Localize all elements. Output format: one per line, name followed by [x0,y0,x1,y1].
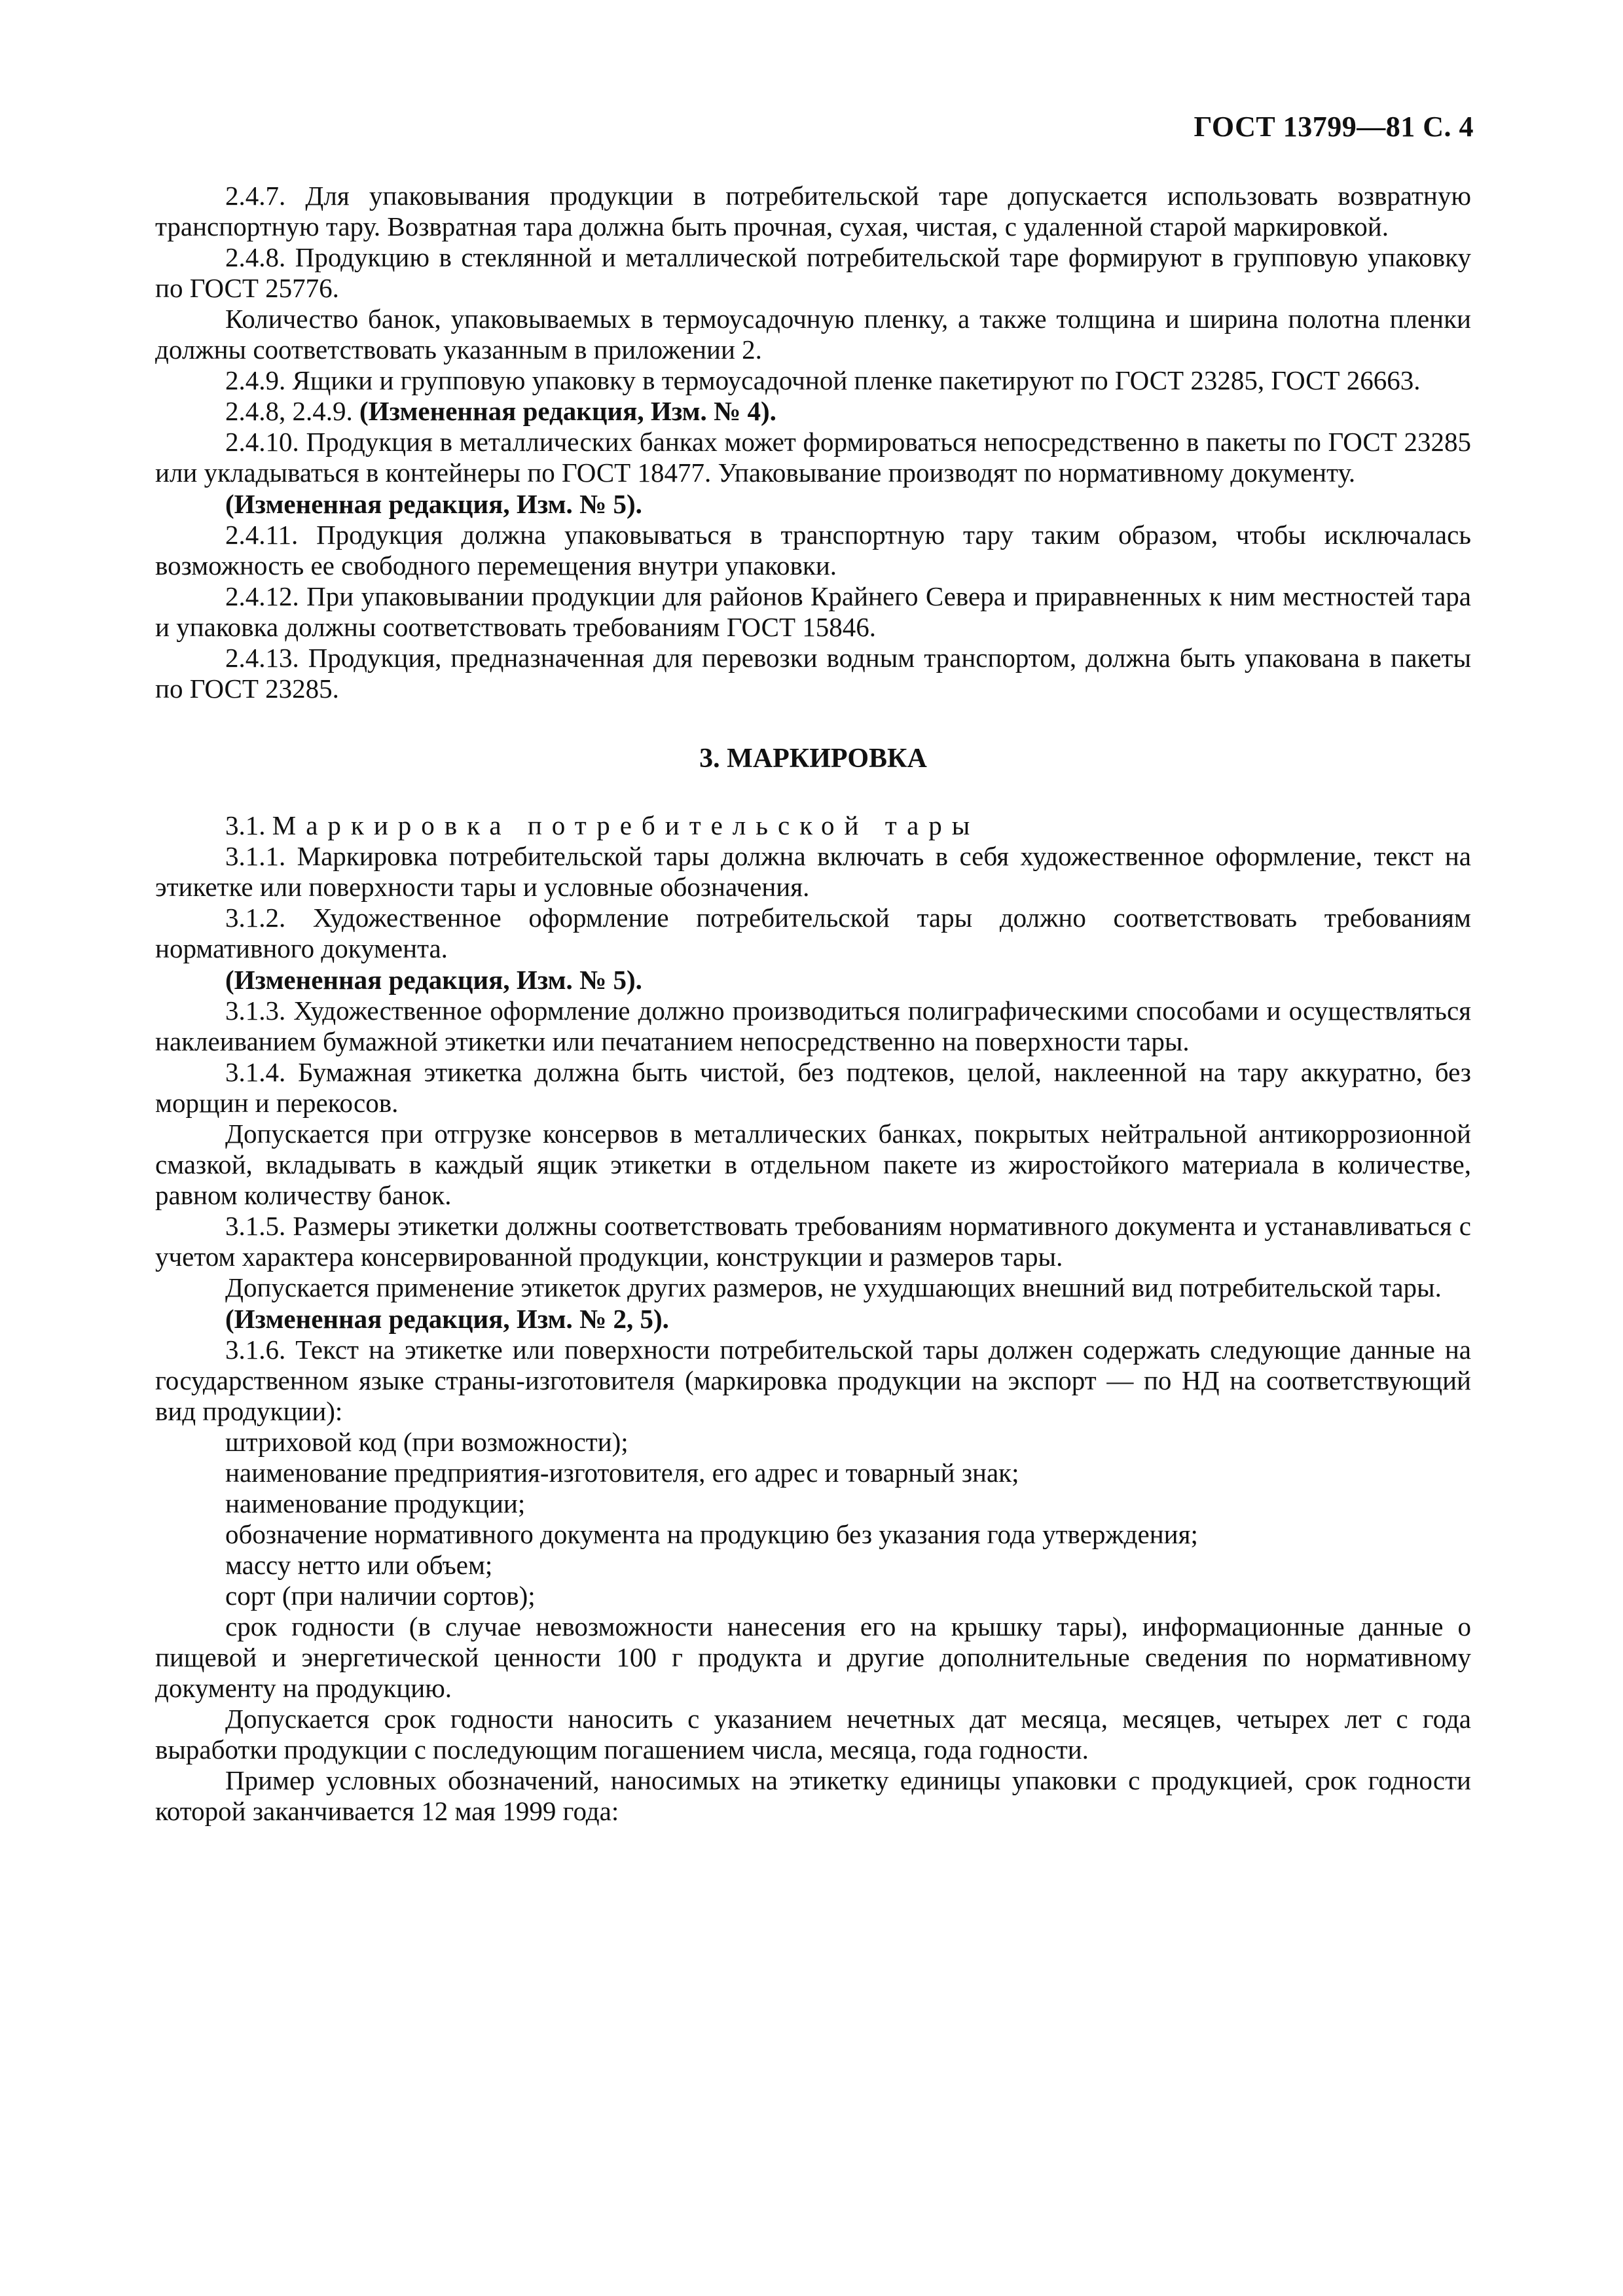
paragraph-2-4-7: 2.4.7. Для упаковывания продукции в потребительской таре допускается использовать возвратную транспортную тару. Возвратная тара должна быть прочная, сухая, чистая, с удаленной старой маркировкой. [155,181,1471,242]
paragraph-3-1-6-example: Пример условных обозначений, наносимых на этикетку единицы упаковки с продукцией, срок годности которой заканчивается 12 мая 1999 года: [155,1765,1471,1826]
edit-note-text: (Измененная редакция, Изм. № 5). [225,965,642,995]
paragraph-3-1-4: 3.1.4. Бумажная этикетка должна быть чистой, без подтеков, целой, наклеенной на тару аккуратно, без морщин и перекосов. [155,1057,1471,1118]
edit-note-3-1-5 [155,1304,1471,1335]
list-item: сорт (при наличии сортов); [225,1581,536,1611]
list-item: срок годности (в случае невозможности нанесения его на крышку тары), информационные данные о пищевой и энергетической ценности 100 г продукта и другие дополнительные сведения по нормативному документу на продукцию. [155,1611,1471,1703]
paragraph-2-4-10: 2.4.10. Продукция в металлических банках может формироваться непосредственно в пакеты по ГОСТ 23285 или укладываться в контейнеры по ГОСТ 18477. Упаковывание производят по нормативному документу. [155,427,1471,488]
list-item: обозначение нормативного документа на продукцию без указания года утверждения; [225,1519,1198,1549]
list-item: наименование предприятия-изготовителя, его адрес и товарный знак; [225,1458,1019,1488]
page-header: ГОСТ 13799—81 С. 4 [1194,111,1474,143]
list-item: штриховой код (при возможности); [225,1427,629,1457]
paragraph-2-4-13: 2.4.13. Продукция, предназначенная для перевозки водным транспортом, должна быть упакована в пакеты по ГОСТ 23285. [155,643,1471,704]
paragraph-3-1-3: 3.1.3. Художественное оформление должно производиться полиграфическими способами и осуществляться наклеиванием бумажной этикетки или печатанием непосредственно на поверхности тары. [155,996,1471,1056]
edit-note-text: (Измененная редакция, Изм. № 2, 5). [225,1304,669,1334]
paragraph-2-4-8: 2.4.8. Продукцию в стеклянной и металлической потребительской таре формируют в групповую упаковку по ГОСТ 25776. [155,242,1471,303]
paragraph-2-4-9: 2.4.9. Ящики и групповую упаковку в термоусадочной пленке пакетируют по ГОСТ 23285, ГОСТ 26663. [225,365,1421,395]
edit-note-2-4-10 [155,489,1471,520]
edit-note-2-4-9 [155,396,1471,427]
subsection-3-1-title [155,810,1471,841]
paragraph-3-1-5: 3.1.5. Размеры этикетки должны соответствовать требованиям нормативного документа и устанавливаться с учетом характера консервированной продукции, конструкции и размеров тары. [155,1211,1471,1272]
edit-note-ref: 2.4.8, 2.4.9. [225,396,353,426]
paragraph-3-1-6: 3.1.6. Текст на этикетке или поверхности потребительской тары должен содержать следующие данные на государственном языке страны-изготовителя (маркировка продукции на экспорт — по НД на соответствующий вид продукции): [155,1335,1471,1426]
paragraph-2-4-12: 2.4.12. При упаковывании продукции для районов Крайнего Севера и приравненных к ним местностей тара и упаковка должны соответствовать требованиям ГОСТ 15846. [155,581,1471,642]
paragraph-2-4-11: 2.4.11. Продукция должна упаковываться в транспортную тару таким образом, чтобы исключалась возможность ее свободного перемещения внутри упаковки. [155,520,1471,581]
subsection-number: 3.1. [225,810,266,840]
document-body [155,181,1471,1827]
list-item: наименование продукции; [225,1488,526,1518]
edit-note-text: (Измененная редакция, Изм. № 5). [225,489,642,519]
section-title-marking: 3. МАРКИРОВКА [699,744,927,774]
subsection-heading: Маркировка потребительской тары [272,810,980,840]
list-item: массу нетто или объем; [225,1550,493,1580]
paragraph-3-1-1: 3.1.1. Маркировка потребительской тары должна включать в себя художественное оформление, текст на этикетке или поверхности тары и условные обозначения. [155,841,1471,902]
edit-note-text: (Измененная редакция, Изм. № 4). [359,396,776,426]
edit-note-3-1-2 [155,965,1471,996]
paragraph-2-4-8-film: Количество банок, упаковываемых в термоусадочную пленку, а также толщина и ширина полотна пленки должны соответствовать указанным в приложении 2. [155,304,1471,365]
paragraph-3-1-4-allowance: Допускается при отгрузке консервов в металлических банках, покрытых нейтральной антикоррозионной смазкой, вкладывать в каждый ящик этикетки в отдельном пакете из жиростойкого материала в количестве, равном количеству банок. [155,1119,1471,1210]
paragraph-3-1-2: 3.1.2. Художественное оформление потребительской тары должно соответствовать требованиям нормативного документа. [155,903,1471,963]
paragraph-3-1-6-expiry: Допускается срок годности наносить с указанием нечетных дат месяца, месяцев, четырех лет с года выработки продукции с последующим погашением числа, месяца, года годности. [155,1704,1471,1765]
paragraph-3-1-5-allowance: Допускается применение этикеток других размеров, не ухудшающих внешний вид потребительской тары. [225,1272,1442,1302]
